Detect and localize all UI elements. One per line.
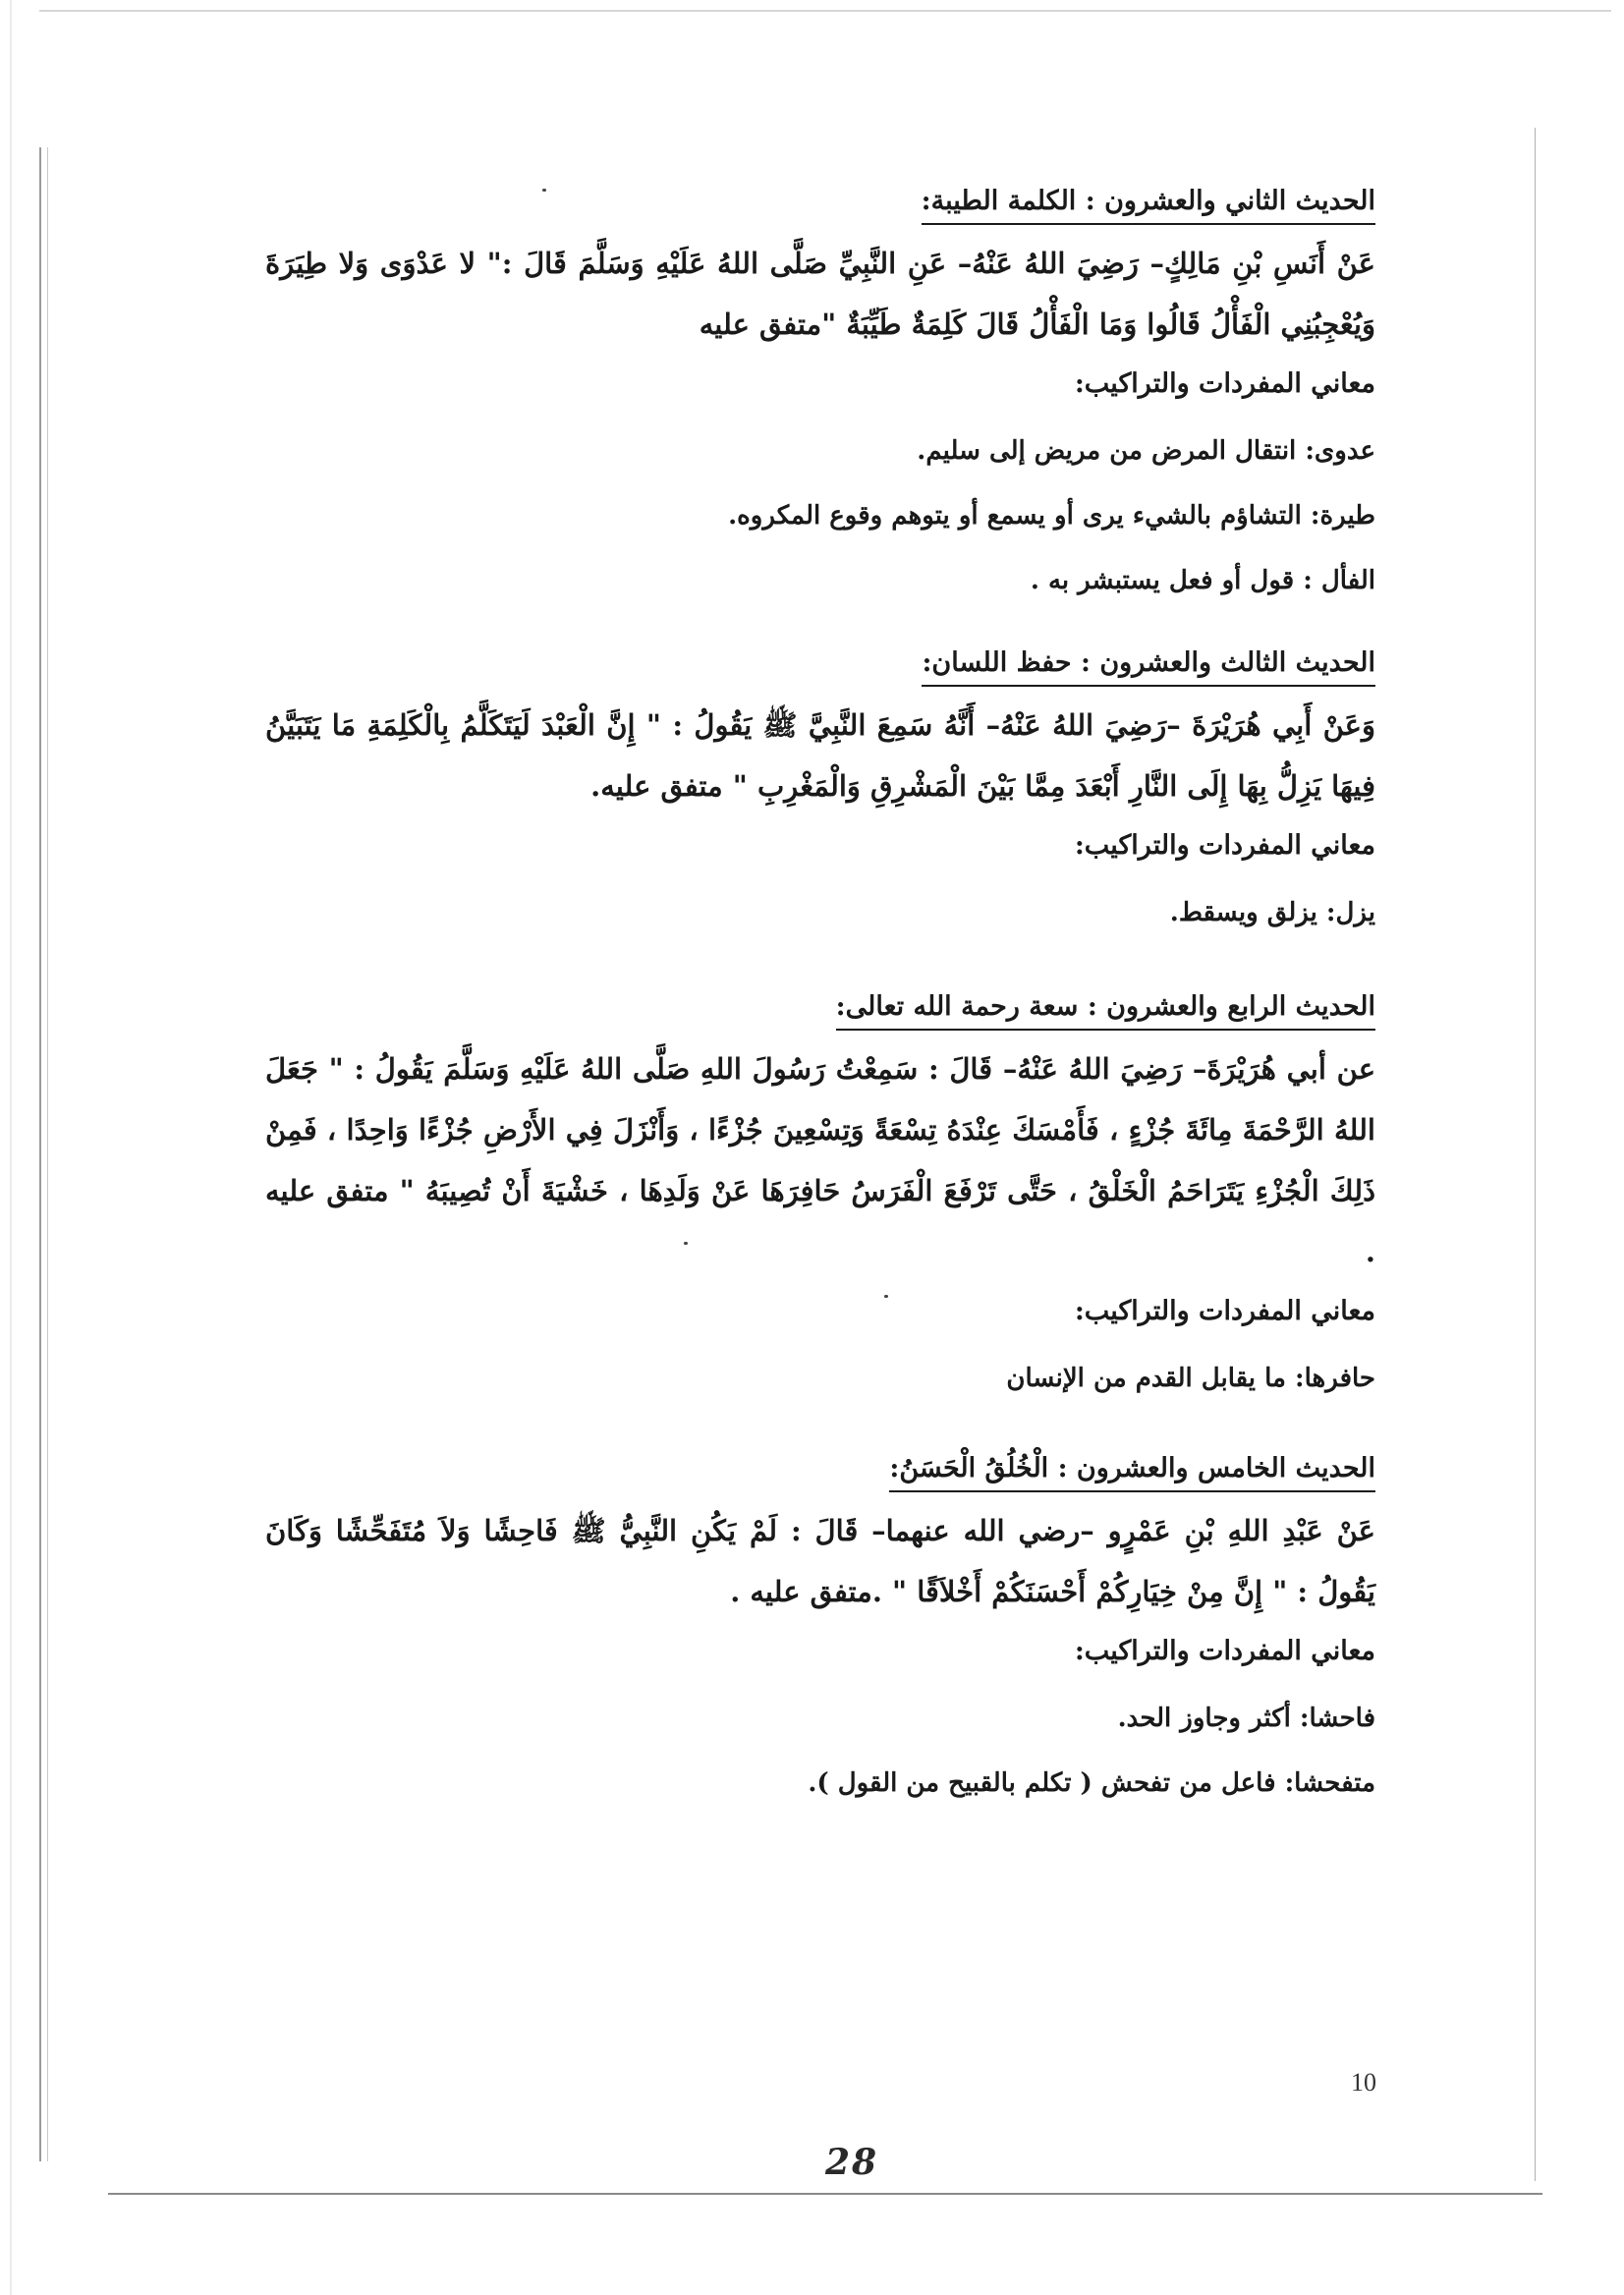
printed-page-number: 10 xyxy=(1351,2068,1376,2097)
scan-border-right xyxy=(1535,128,1536,2181)
gloss-item: يزل: يزلق ويسقط. xyxy=(1169,898,1375,927)
handwritten-page-number: 28 xyxy=(825,2142,879,2183)
hadith-section-25 xyxy=(265,1449,1375,1803)
gloss-item: فاحشا: أكثر وجاوز الحد. xyxy=(1117,1704,1375,1733)
scan-border-top xyxy=(39,10,1611,12)
section-heading: الحديث الخامس والعشرون : الْخُلُقُ الْحَسَنُ: xyxy=(889,1449,1375,1492)
gloss-item: متفحشا: فاعل من تفحش ( تكلم بالقبيح من القول ). xyxy=(808,1768,1375,1798)
hadith-text: وَعَنْ أَبِي هُرَيْرَةَ –رَضِيَ اللهُ عَنْهُ– أَنَّهُ سَمِعَ النَّبِيَّ ﷺ يَقُولُ : " إِنَّ الْعَبْدَ لَيَتَكَلَّمُ بِالْكَلِمَةِ مَا يَتَبَيَّنُ فِيهَا يَزِلُّ بِهَا إِلَى النَّارِ أَبْعَدَ مِمَّا بَيْنَ الْمَشْرِقِ وَالْمَغْرِبِ " متفق عليه. xyxy=(265,708,1375,803)
gloss-item: طيرة: التشاؤم بالشيء يرى أو يسمع أو يتوهم وقوع المكروه. xyxy=(728,501,1375,531)
scan-speck xyxy=(884,1295,888,1298)
scan-border-left xyxy=(39,147,41,2161)
scan-speck xyxy=(542,189,546,192)
gloss-item: الفأل : قول أو فعل يستبشر به . xyxy=(1030,566,1375,595)
section-heading: الحديث الثالث والعشرون : حفظ اللسان: xyxy=(922,644,1375,687)
scan-border-left-inner xyxy=(47,147,48,2161)
scan-border-bottom xyxy=(108,2193,1542,2195)
section-heading: الحديث الرابع والعشرون : سعة رحمة الله تعالى: xyxy=(836,987,1375,1031)
hadith-section-23 xyxy=(265,644,1375,932)
vocabulary-subheading: معاني المفردات والتراكيب: xyxy=(1074,830,1375,861)
scan-edge-shadow xyxy=(10,0,12,2295)
scan-speck xyxy=(684,1242,688,1245)
hadith-text: عَنْ أَنَسِ بْنِ مَالِكٍ– رَضِيَ اللهُ عَنْهُ– عَنِ النَّبِيِّ صَلَّى اللهُ عَلَيْهِ وَسَلَّمَ قَالَ :" لا عَدْوَى وَلا طِيَرَةَ وَيُعْجِبُنِي الْفَأْلُ قَالُوا وَمَا الْفَأْلُ قَالَ كَلِمَةٌ طَيِّبَةٌ "متفق عليه xyxy=(265,247,1375,341)
gloss-item: حافرها: ما يقابل القدم من الإنسان xyxy=(1006,1364,1375,1393)
vocabulary-subheading: معاني المفردات والتراكيب: xyxy=(1074,1636,1375,1666)
hadith-text: عن أبي هُرَيْرَةَ– رَضِيَ اللهُ عَنْهُ– قَالَ : سَمِعْتُ رَسُولَ اللهِ صَلَّى اللهُ عَلَيْهِ وَسَلَّمَ يَقُولُ : " جَعَلَ اللهُ الرَّحْمَةَ مِائَةَ جُزْءٍ ، فَأَمْسَكَ عِنْدَهُ تِسْعَةً وَتِسْعِينَ جُزْءًا ، وَأَنْزَلَ فِي الأَرْضِ جُزْءًا وَاحِدًا ، فَمِنْ ذَلِكَ الْجُزْءِ يَتَرَاحَمُ الْخَلْقُ ، حَتَّى تَرْفَعَ الْفَرَسُ حَافِرَهَا عَنْ وَلَدِهَا ، خَشْيَةَ أَنْ تُصِيبَهُ " متفق عليه . xyxy=(265,1052,1375,1268)
vocabulary-subheading: معاني المفردات والتراكيب: xyxy=(1074,1296,1375,1326)
vocabulary-subheading: معاني المفردات والتراكيب: xyxy=(1074,368,1375,399)
hadith-text: عَنْ عَبْدِ اللهِ بْنِ عَمْرٍو –رضي الله عنهما– قَالَ : لَمْ يَكُنِ النَّبِيُّ ﷺ فَاحِشًا وَلاَ مُتَفَحِّشًا وَكَانَ يَقُولُ : " إِنَّ مِنْ خِيَارِكُمْ أَحْسَنَكُمْ أَخْلاَقًا " .متفق عليه . xyxy=(265,1514,1375,1608)
hadith-section-24 xyxy=(265,987,1375,1398)
hadith-section-22 xyxy=(265,182,1375,600)
gloss-item: عدوى: انتقال المرض من مريض إلى سليم. xyxy=(917,436,1375,466)
section-heading: الحديث الثاني والعشرون : الكلمة الطيبة: xyxy=(922,182,1375,225)
